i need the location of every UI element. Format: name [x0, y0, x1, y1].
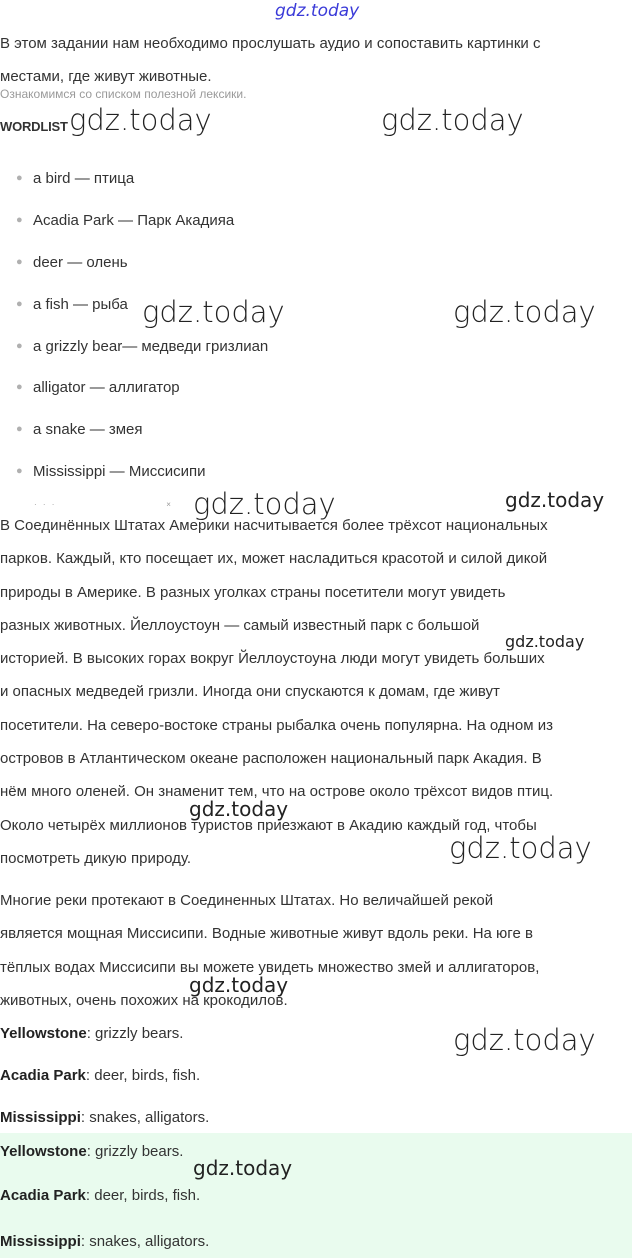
list-item: ● deer — олень: [0, 242, 268, 284]
bullet-icon: ●: [16, 381, 23, 394]
paragraph-national-parks: [0, 509, 632, 875]
paragraph-line: Около четырёх миллионов туристов приезжают в Акадию каждый год, чтобы: [0, 816, 537, 834]
paragraph-mississippi: [0, 884, 632, 1017]
watermark: gdz.today: [142, 295, 285, 329]
paragraph-line: посетители. На северо-востоке страны рыбалка очень популярна. На одном из: [0, 716, 554, 734]
watermark: gdz.today: [275, 1, 360, 21]
bullet-icon: ●: [16, 297, 23, 310]
bullet-icon: ●: [16, 423, 23, 436]
watermark: gdz.today: [505, 488, 605, 512]
bullet-icon: ●: [16, 255, 23, 268]
paragraph-line: животных, очень похожих на крокодилов.: [0, 991, 288, 1009]
vocabulary-hint: Ознакомимся со списком полезной лексики.: [0, 87, 247, 101]
watermark: gdz.today: [505, 632, 585, 651]
paragraph-line: посмотреть дикую природу.: [0, 849, 192, 867]
list-item: ● alligator — аллигатор: [0, 367, 268, 409]
paragraph-line: природы в Америке. В разных уголках страны посетители могут увидеть: [0, 583, 506, 601]
paragraph-line: историей. В высоких горах вокруг Йеллоустоуна люди могут увидеть больших: [0, 650, 545, 668]
list-item: ● Acadia Park — Парк Акадияа: [0, 200, 268, 242]
paragraph-line: островов в Атлантическом океане расположен национальный парк Акадия. В: [0, 750, 542, 768]
watermark: gdz.today: [193, 487, 336, 521]
intro-paragraph: [0, 27, 632, 94]
watermark: gdz.today: [453, 1023, 596, 1057]
paragraph-line: парков. Каждый, кто посещает их, может насладиться красотой и силой дикой: [0, 550, 548, 568]
paragraph-line: и опасных медведей гризли. Иногда они спускаются к домам, где живут: [0, 683, 500, 701]
bullet-icon: ●: [16, 213, 23, 226]
list-item: ● Mississippi — Миссисипи: [0, 451, 268, 493]
watermark: gdz.today: [69, 103, 212, 137]
bullet-icon: ●: [16, 172, 23, 184]
wordlist-heading: WORDLIST: [0, 119, 68, 134]
paragraph-line: тёплых водах Миссисипи вы можете увидеть множество змей и аллигаторов,: [0, 958, 540, 976]
paragraph-line: В Соединённых Штатах Америки насчитывается более трёхсот национальных: [0, 517, 548, 534]
intro-line: В этом задании нам необходимо прослушать аудио и сопоставить картинки с: [0, 35, 541, 52]
paragraph-line: является мощная Миссисипи. Водные животные живут вдоль реки. На юге в: [0, 925, 533, 943]
paragraph-line: разных животных. Йеллоустоун — самый известный парк с большой: [0, 616, 480, 634]
watermark: gdz.today: [381, 103, 524, 137]
answer-mississippi: Mississippi: snakes, alligators.: [0, 1109, 210, 1126]
bullet-icon: ●: [16, 465, 23, 478]
final-answer-acadia: Acadia Park: deer, birds, fish.: [0, 1187, 201, 1204]
watermark: gdz.today: [189, 973, 289, 997]
watermark: gdz.today: [193, 1156, 293, 1180]
watermark: gdz.today: [449, 831, 592, 865]
bullet-icon: ●: [16, 339, 23, 352]
list-item: ● a fish — рыба: [0, 284, 268, 326]
paragraph-line: Многие реки протекают в Соединенных Штатах. Но величайшей рекой: [0, 892, 494, 909]
cut-off-text-fragment: · · · ×: [34, 500, 173, 509]
watermark: gdz.today: [453, 295, 596, 329]
final-answer-mississippi: Mississippi: snakes, alligators.: [0, 1233, 210, 1250]
answer-yellowstone: Yellowstone: grizzly bears.: [0, 1025, 184, 1042]
answer-acadia: Acadia Park: deer, birds, fish.: [0, 1067, 201, 1084]
list-item: ● a grizzly bear— медведи гризлиan: [0, 326, 268, 368]
paragraph-line: нём много оленей. Он знаменит тем, что на острове около трёхсот видов птиц.: [0, 783, 554, 801]
watermark: gdz.today: [189, 797, 289, 821]
intro-line: местами, где живут животные.: [0, 68, 212, 86]
final-answer-yellowstone: Yellowstone: grizzly bears.: [0, 1143, 184, 1160]
list-item: ● a bird — птица: [0, 158, 268, 200]
list-item: ● a snake — змея: [0, 409, 268, 451]
